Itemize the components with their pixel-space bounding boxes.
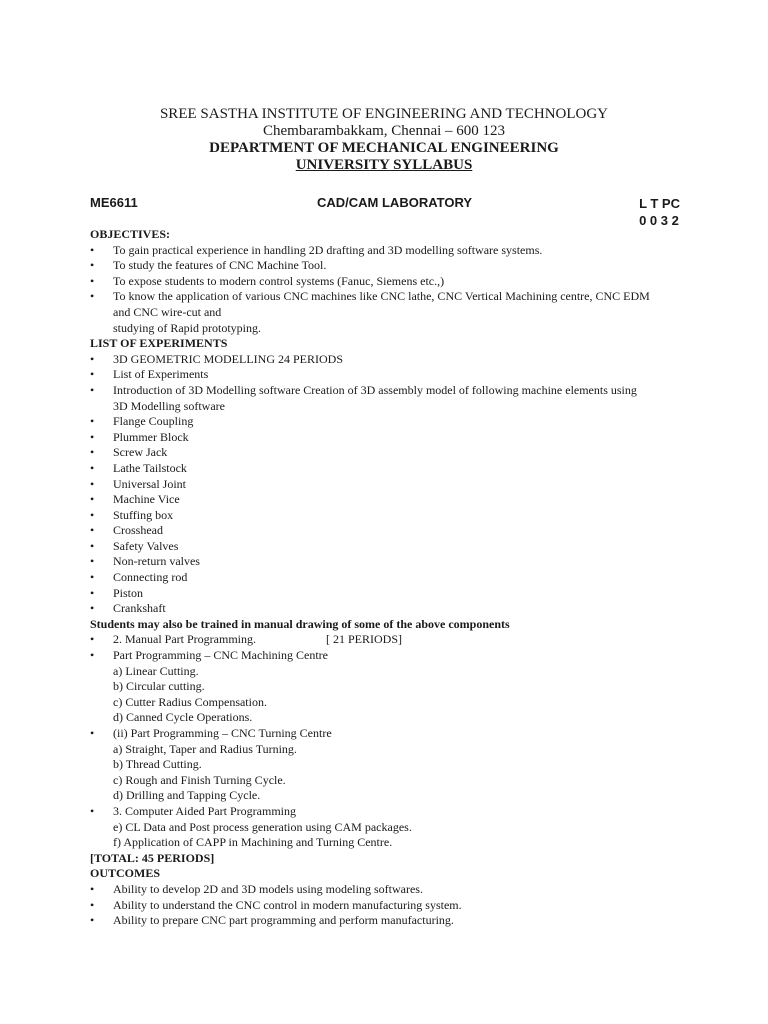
bullet-icon: •	[90, 476, 95, 491]
component-item: • Universal Joint	[90, 476, 186, 491]
programming-item: • (ii) Part Programming – CNC Turning Centre	[90, 726, 332, 740]
outcome-item: • Ability to develop 2D and 3D models using modeling softwares.	[90, 881, 423, 896]
programming-item	[90, 632, 690, 648]
objective-item: • To gain practical experience in handling 2D drafting and 3D modelling software systems.	[90, 242, 543, 257]
objective-item: • To study the features of CNC Machine Tool.	[90, 258, 327, 273]
bullet-icon: •	[90, 414, 95, 429]
programming-subitem: c) Rough and Finish Turning Cycle.	[113, 772, 286, 787]
bullet-icon: •	[90, 601, 95, 616]
bullet-icon: •	[90, 492, 95, 507]
programming-subitem: d) Drilling and Tapping Cycle.	[113, 788, 261, 803]
component-item: • Screw Jack	[90, 445, 168, 460]
bullet-icon: •	[90, 258, 95, 273]
course-info-row	[90, 195, 680, 231]
course-code: ME6611	[90, 195, 138, 210]
total-periods: [TOTAL: 45 PERIODS]	[90, 850, 215, 865]
component-item: • Non-return valves	[90, 554, 200, 569]
objective-item: • To expose students to modern control systems (Fanuc, Siemens etc.,)	[90, 273, 445, 288]
manual-programming-label: 2. Manual Part Programming.	[113, 632, 256, 647]
bullet-icon: •	[90, 648, 95, 663]
outcome-item: • Ability to prepare CNC part programming and perform manufacturing.	[90, 913, 454, 928]
bullet-icon: •	[90, 367, 95, 382]
programming-subitem: c) Cutter Radius Compensation.	[113, 694, 267, 709]
component-item: • Stuffing box	[90, 507, 174, 522]
bullet-icon: •	[90, 523, 95, 538]
bullet-icon: •	[90, 273, 95, 288]
programming-subitem: e) CL Data and Post process generation using CAM packages.	[113, 819, 412, 834]
programming-item: • 3. Computer Aided Part Programming	[90, 803, 296, 818]
ltpc-label: L T PC	[639, 196, 680, 211]
experiment-item-continuation: 3D Modelling software	[113, 398, 225, 413]
experiments-heading: LIST OF EXPERIMENTS	[90, 336, 228, 351]
component-item: • Plummer Block	[90, 429, 189, 444]
syllabus-title: UNIVERSITY SYLLABUS	[295, 157, 473, 173]
bullet-icon: •	[90, 242, 95, 257]
component-item: • Crosshead	[90, 523, 163, 538]
experiment-item: • List of Experiments	[90, 367, 209, 382]
syllabus-content	[90, 227, 690, 929]
programming-subitem: f) Application of CAPP in Machining and Turning Centre.	[113, 835, 393, 850]
programming-subitem: d) Canned Cycle Operations.	[113, 710, 253, 725]
bullet-icon: •	[90, 507, 95, 522]
institute-name: SREE SASTHA INSTITUTE OF ENGINEERING AND TECHNOLOGY	[159, 106, 609, 122]
bullet-icon: •	[90, 538, 95, 553]
component-item: • Crankshaft	[90, 601, 166, 616]
ltpc-block	[639, 195, 680, 229]
programming-item: • Part Programming – CNC Machining Centre	[90, 648, 328, 663]
bullet-icon: •	[90, 460, 95, 475]
bullet-icon: •	[90, 351, 95, 366]
programming-subitem: b) Circular cutting.	[113, 679, 205, 694]
document-header	[0, 106, 768, 174]
outcomes-heading: OUTCOMES	[90, 866, 161, 881]
bullet-icon: •	[90, 585, 95, 600]
institute-address: Chembarambakkam, Chennai – 600 123	[262, 123, 506, 139]
bullet-icon: •	[90, 429, 95, 444]
component-item: • Machine Vice	[90, 492, 180, 507]
bullet-icon: •	[90, 632, 95, 647]
objective-item-continuation: and CNC wire-cut and	[113, 304, 222, 319]
objectives-heading: OBJECTIVES:	[90, 227, 171, 241]
bullet-icon: •	[90, 897, 95, 912]
bullet-icon: •	[90, 726, 95, 740]
objective-item-continuation: studying of Rapid prototyping.	[113, 320, 261, 335]
bullet-icon: •	[90, 289, 95, 304]
bullet-icon: •	[90, 554, 95, 569]
objective-item: • To know the application of various CNC machines like CNC lathe, CNC Vertical Machining centre, CNC EDM	[90, 289, 650, 304]
bullet-icon: •	[90, 803, 95, 818]
manual-programming-periods: [ 21 PERIODS]	[325, 632, 402, 647]
bullet-icon: •	[90, 445, 95, 460]
programming-subitem: b) Thread Cutting.	[113, 757, 202, 772]
bullet-icon: •	[90, 382, 95, 397]
programming-subitem: a) Linear Cutting.	[113, 663, 199, 678]
component-item: • Safety Valves	[90, 538, 179, 553]
ltpc-values: 0 0 3 2	[639, 213, 679, 228]
component-item: • Flange Coupling	[90, 414, 194, 429]
outcome-item: • Ability to understand the CNC control in modern manufacturing system.	[90, 897, 462, 912]
component-item: • Lathe Tailstock	[90, 460, 187, 475]
component-item: • Connecting rod	[90, 570, 188, 585]
bullet-icon: •	[90, 881, 95, 896]
experiment-item: • 3D GEOMETRIC MODELLING 24 PERIODS	[90, 351, 343, 366]
bullet-icon: •	[90, 570, 95, 585]
bullet-icon: •	[90, 913, 95, 928]
course-title: CAD/CAM LABORATORY	[317, 195, 473, 210]
programming-subitem: a) Straight, Taper and Radius Turning.	[113, 741, 297, 756]
component-item: • Piston	[90, 585, 144, 600]
experiment-item: • Introduction of 3D Modelling software Creation of 3D assembly model of following machine elements using	[90, 382, 637, 397]
manual-drawing-note: Students may also be trained in manual drawing of some of the above components	[90, 616, 510, 631]
department-name: DEPARTMENT OF MECHANICAL ENGINEERING	[209, 140, 559, 156]
